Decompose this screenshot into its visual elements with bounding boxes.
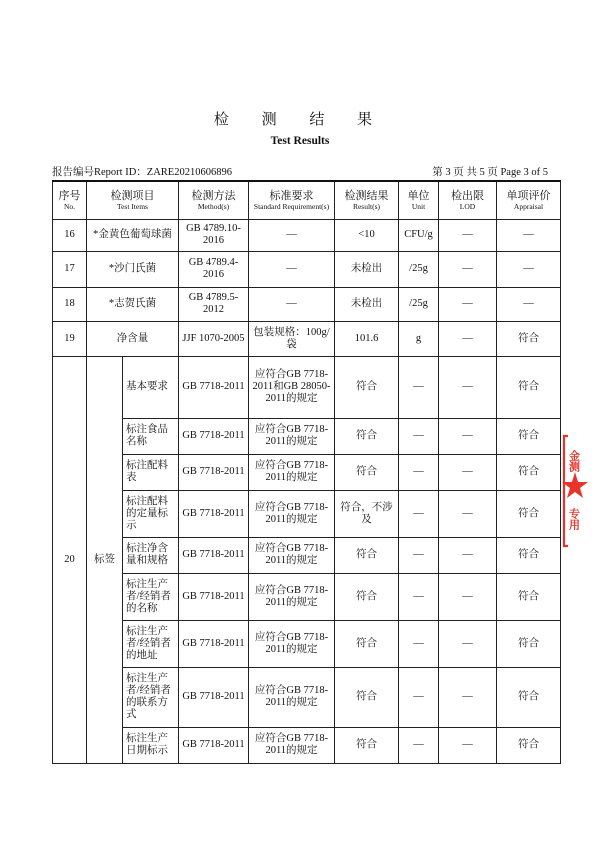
header-cn: 检出限	[451, 189, 484, 202]
table-row	[53, 620, 561, 667]
lod: —	[439, 573, 497, 620]
result: 符合	[335, 573, 399, 620]
lod: —	[439, 727, 497, 763]
result: 101.6	[335, 321, 399, 356]
method: GB 4789.10-2016	[179, 219, 249, 251]
test-item: *金黄色葡萄球菌	[87, 219, 179, 251]
appraisal: —	[497, 251, 561, 287]
lod: —	[439, 454, 497, 490]
lod: —	[439, 321, 497, 356]
unit: —	[399, 356, 439, 418]
appraisal: 符合	[497, 667, 561, 727]
requirement: 应符合GB 7718-2011的规定	[249, 620, 335, 667]
unit: —	[399, 573, 439, 620]
header-cn: 标准要求	[269, 189, 314, 202]
header-en: No.	[63, 201, 76, 211]
header-cell	[53, 181, 87, 219]
appraisal: 符合	[497, 573, 561, 620]
method: GB 4789.5-2012	[179, 287, 249, 321]
table-row	[53, 251, 561, 287]
header-cell	[87, 181, 179, 219]
lod: —	[439, 537, 497, 573]
test-item: *沙门氏菌	[87, 251, 179, 287]
lod: —	[439, 620, 497, 667]
unit: /25g	[399, 287, 439, 321]
header-en: Method(s)	[197, 201, 230, 211]
unit: g	[399, 321, 439, 356]
header-en: Unit	[411, 201, 426, 211]
header-en: Test Items	[117, 201, 148, 211]
appraisal: 符合	[497, 454, 561, 490]
appraisal: 符合	[497, 537, 561, 573]
header-cell	[497, 181, 561, 219]
test-subitem: 标注食品名称	[123, 418, 179, 454]
result: 符合	[335, 537, 399, 573]
page-title-en: Test Results	[270, 135, 330, 147]
method: GB 7718-2011	[179, 490, 249, 537]
unit: —	[399, 727, 439, 763]
requirement: 包装规格：100g/袋	[249, 321, 335, 356]
appraisal: 符合	[497, 490, 561, 537]
page-title-cn: 检 测 结 果	[213, 110, 387, 128]
method: GB 7718-2011	[179, 356, 249, 418]
requirement: —	[249, 219, 335, 251]
unit: —	[399, 667, 439, 727]
header-cn: 单位	[407, 189, 430, 202]
method: GB 7718-2011	[179, 667, 249, 727]
test-subitem: 标注生产日期标示	[123, 727, 179, 763]
lod: —	[439, 667, 497, 727]
lod: —	[439, 418, 497, 454]
test-subitem: 标注生产者/经销者的名称	[123, 573, 179, 620]
unit: —	[399, 537, 439, 573]
test-category: 标签	[87, 356, 123, 763]
header-cell	[179, 181, 249, 219]
test-subitem: 基本要求	[123, 356, 179, 418]
header-cn: 序号	[58, 189, 81, 202]
results-body	[53, 181, 561, 763]
unit: —	[399, 454, 439, 490]
unit: —	[399, 490, 439, 537]
header-row	[53, 181, 561, 219]
results-table	[52, 180, 561, 764]
requirement: —	[249, 287, 335, 321]
requirement: 应符合GB 7718-2011的规定	[249, 667, 335, 727]
header-en: Appraisal	[513, 201, 544, 211]
row-number: 20	[53, 356, 87, 763]
result: 未检出	[335, 251, 399, 287]
appraisal: 符合	[497, 727, 561, 763]
requirement: 应符合GB 7718-2011的规定	[249, 490, 335, 537]
header-en: LOD	[459, 201, 476, 211]
table-row	[53, 418, 561, 454]
row-number: 16	[53, 219, 87, 251]
result: 未检出	[335, 287, 399, 321]
method: GB 7718-2011	[179, 620, 249, 667]
header-cell	[399, 181, 439, 219]
lod: —	[439, 356, 497, 418]
unit: /25g	[399, 251, 439, 287]
table-row	[53, 727, 561, 763]
lod: —	[439, 287, 497, 321]
appraisal: —	[497, 219, 561, 251]
requirement: 应符合GB 7718-2011的规定	[249, 573, 335, 620]
appraisal: 符合	[497, 321, 561, 356]
result: 符合	[335, 454, 399, 490]
header-cell	[249, 181, 335, 219]
test-subitem: 标注生产者/经销者的地址	[123, 620, 179, 667]
method: GB 7718-2011	[179, 727, 249, 763]
requirement: 应符合GB 7718-2011的规定	[249, 454, 335, 490]
table-row	[53, 537, 561, 573]
result: 符合	[335, 727, 399, 763]
result: 符合	[335, 620, 399, 667]
result: <10	[335, 219, 399, 251]
method: JJF 1070-2005	[179, 321, 249, 356]
table-row	[53, 454, 561, 490]
header-cn: 检测项目	[110, 189, 155, 202]
result: 符合	[335, 418, 399, 454]
method: GB 7718-2011	[179, 418, 249, 454]
table-row	[53, 287, 561, 321]
appraisal: 符合	[497, 356, 561, 418]
svg-text:金测: 金测	[567, 450, 581, 472]
table-row	[53, 573, 561, 620]
header-cn: 检测结果	[344, 189, 389, 202]
table-row	[53, 356, 561, 418]
requirement: 应符合GB 7718-2011的规定	[249, 727, 335, 763]
test-subitem: 标注配料的定量标示	[123, 490, 179, 537]
table-row	[53, 667, 561, 727]
requirement: 应符合GB 7718-2011和GB 28050-2011的规定	[249, 356, 335, 418]
svg-text:专用: 专用	[567, 508, 581, 530]
test-item: 净含量	[87, 321, 179, 356]
appraisal: 符合	[497, 418, 561, 454]
table-row	[53, 490, 561, 537]
test-item: *志贺氏菌	[87, 287, 179, 321]
lod: —	[439, 490, 497, 537]
result: 符合	[335, 356, 399, 418]
header-cell	[439, 181, 497, 219]
header-cell	[335, 181, 399, 219]
table-row	[53, 219, 561, 251]
lod: —	[439, 251, 497, 287]
test-subitem: 标注净含量和规格	[123, 537, 179, 573]
method: GB 7718-2011	[179, 537, 249, 573]
unit: CFU/g	[399, 219, 439, 251]
requirement: 应符合GB 7718-2011的规定	[249, 418, 335, 454]
header-en: Standard Requirement(s)	[253, 201, 330, 211]
page-info: 第 3 页 共 5 页 Page 3 of 5	[432, 167, 548, 178]
row-number: 17	[53, 251, 87, 287]
unit: —	[399, 620, 439, 667]
method: GB 4789.4-2016	[179, 251, 249, 287]
header-cn: 检测方法	[191, 189, 236, 202]
row-number: 18	[53, 287, 87, 321]
method: GB 7718-2011	[179, 573, 249, 620]
seal-stamp	[562, 432, 588, 550]
result: 符合，不涉及	[335, 490, 399, 537]
result: 符合	[335, 667, 399, 727]
report-id: 报告编号Report ID：ZARE20210606896	[52, 167, 232, 178]
unit: —	[399, 418, 439, 454]
requirement: —	[249, 251, 335, 287]
requirement: 应符合GB 7718-2011的规定	[249, 537, 335, 573]
lod: —	[439, 219, 497, 251]
header-en: Result(s)	[352, 201, 381, 211]
test-subitem: 标注生产者/经销者的联系方式	[123, 667, 179, 727]
row-number: 19	[53, 321, 87, 356]
appraisal: —	[497, 287, 561, 321]
method: GB 7718-2011	[179, 454, 249, 490]
header-cn: 单项评价	[506, 189, 551, 202]
appraisal: 符合	[497, 620, 561, 667]
test-subitem: 标注配料表	[123, 454, 179, 490]
table-row	[53, 321, 561, 356]
